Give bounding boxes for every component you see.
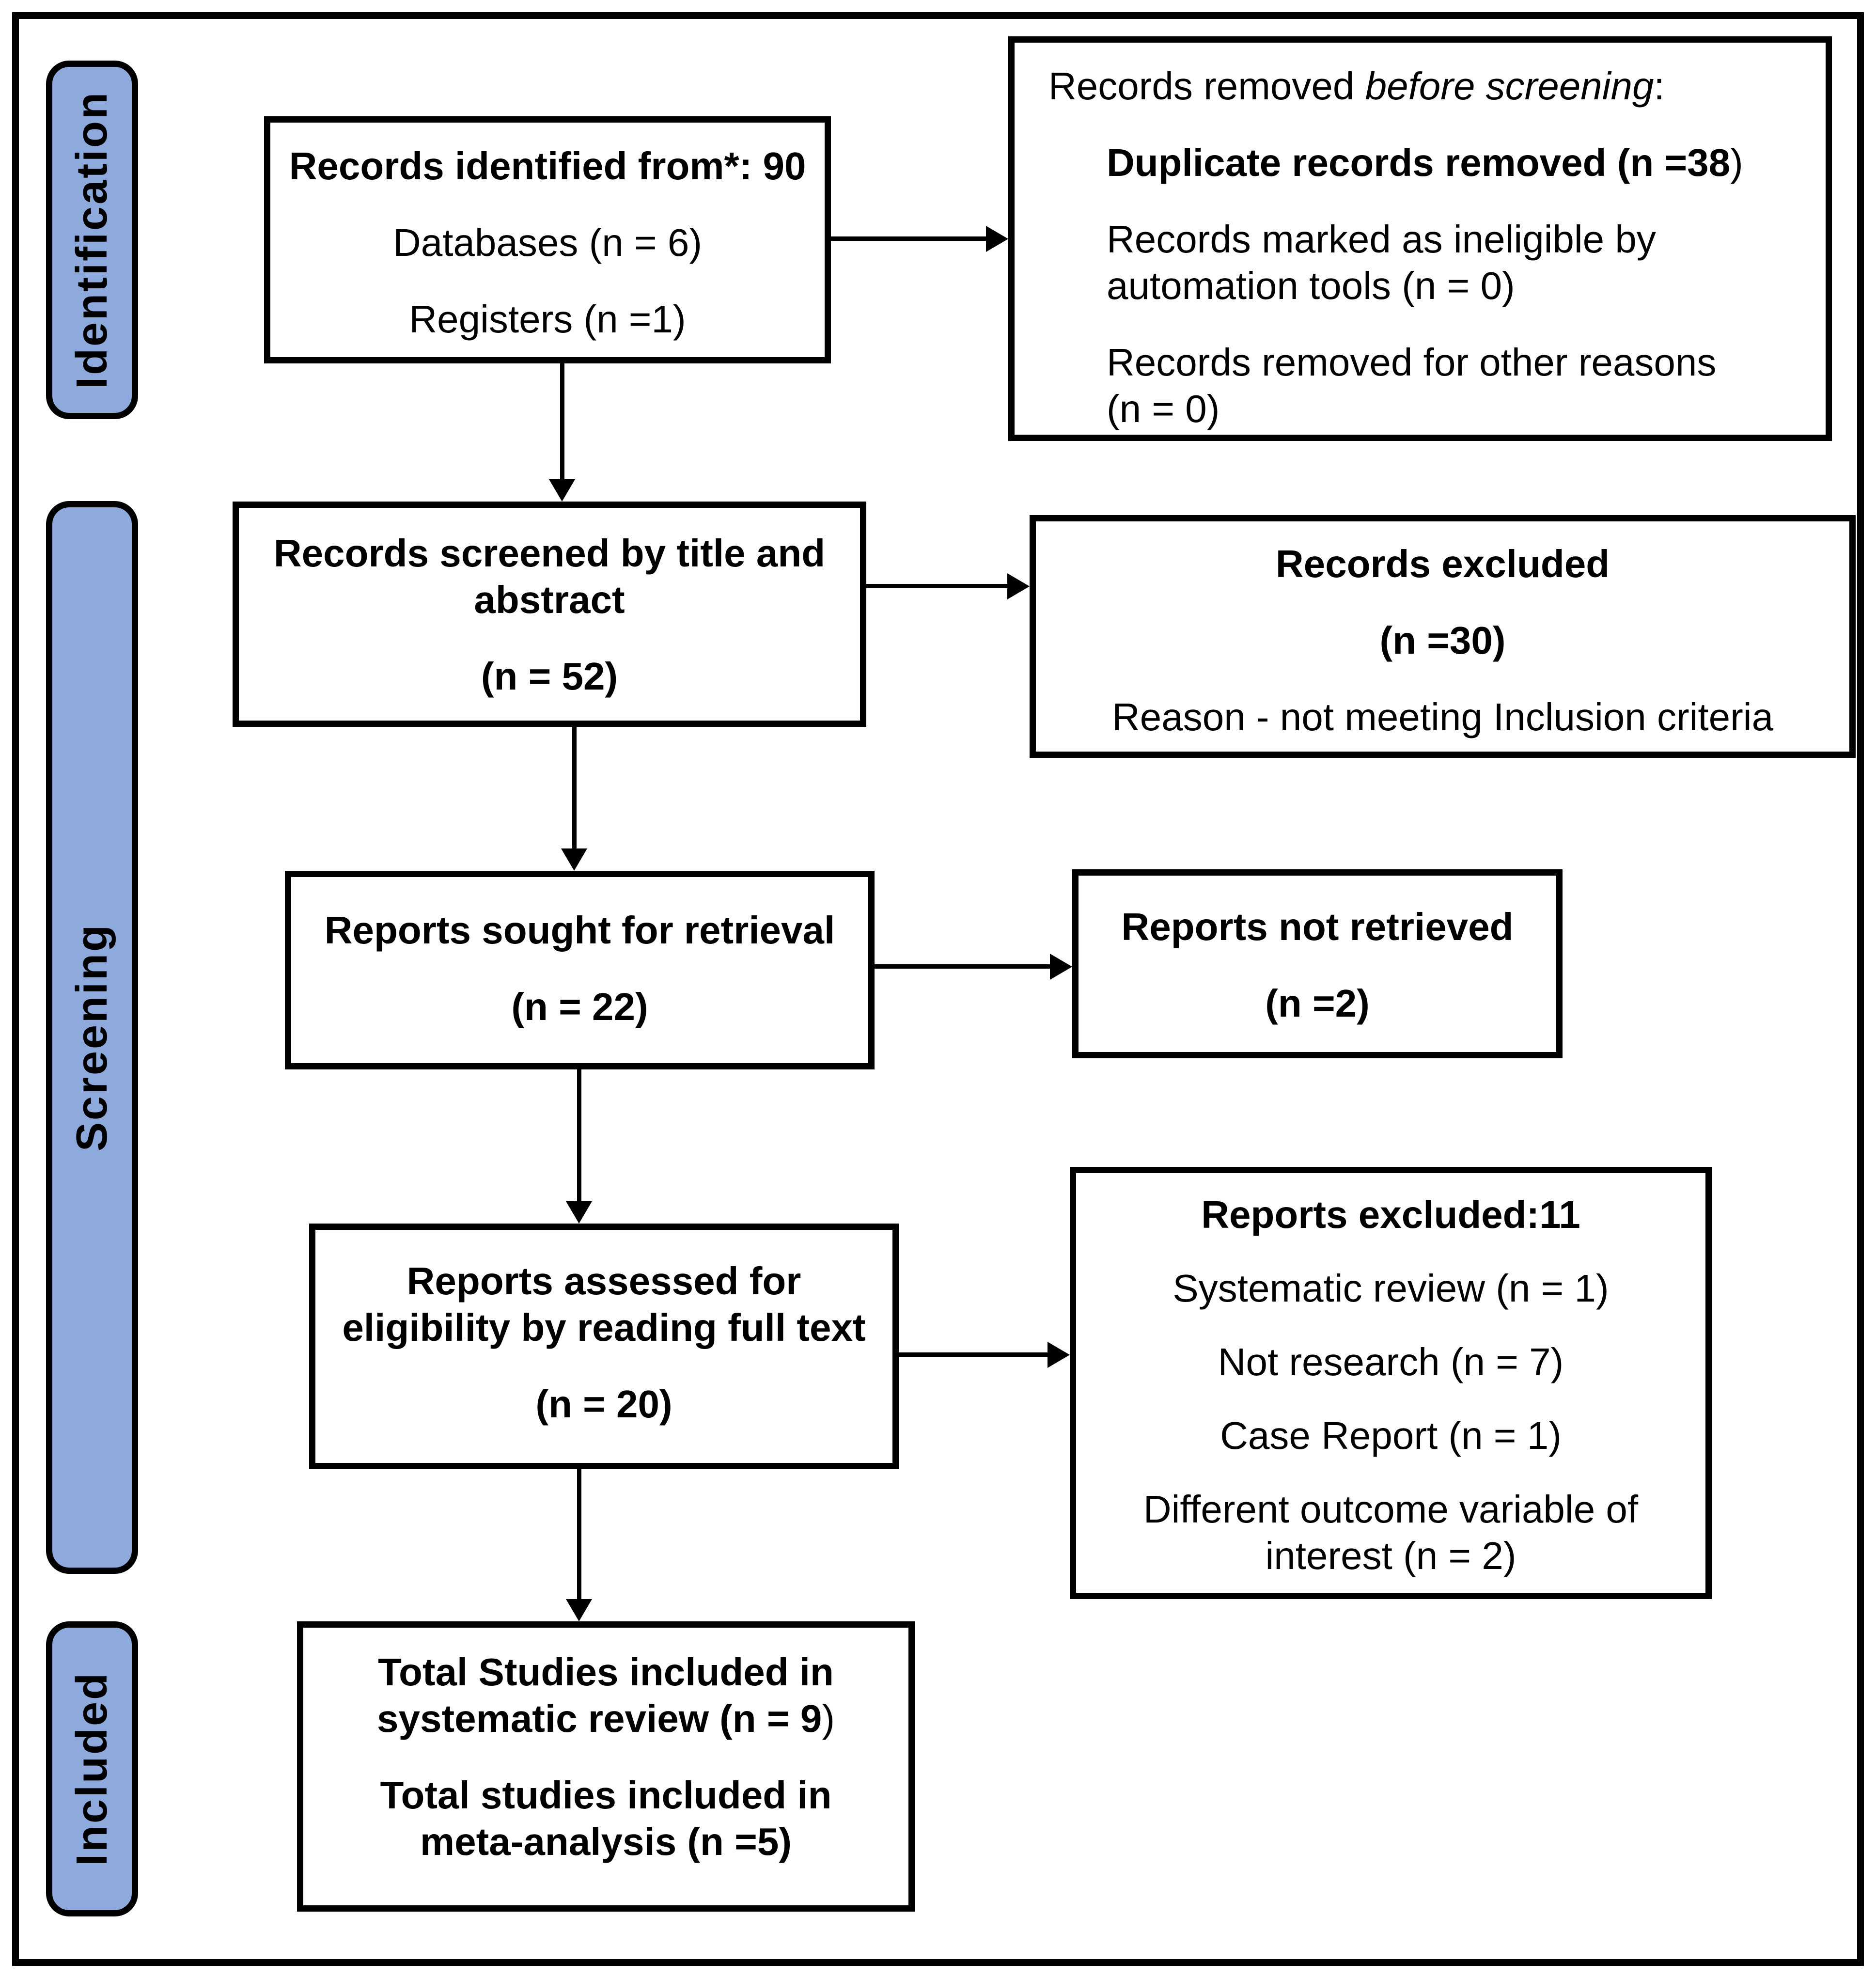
- exclusion-reason: Reason - not meeting Inclusion criteria: [1111, 695, 1774, 738]
- included-systematic-line1: Total Studies included in: [378, 1650, 834, 1694]
- box-title-line1: Reports assessed for: [406, 1259, 801, 1303]
- assessed-count: (n = 20): [535, 1382, 672, 1426]
- arrow-assessed-to-included-line: [577, 1469, 581, 1599]
- stage-label-included: Included: [68, 1671, 116, 1867]
- excluded-item-different-outcome-line2: interest (n = 2): [1265, 1534, 1516, 1577]
- box-title: Records identified from*: 90: [289, 144, 806, 188]
- box-title: Records excluded: [1275, 542, 1610, 585]
- included-meta-line1: Total studies included in: [380, 1774, 832, 1817]
- box-reports-not-retrieved: [1072, 869, 1563, 1058]
- duplicate-records-removed: Duplicate records removed (n =38): [1107, 141, 1743, 184]
- box-reports-assessed: [309, 1224, 899, 1469]
- excluded-item-systematic-review: Systematic review (n = 1): [1172, 1267, 1609, 1310]
- arrow-sought-to-assessed-head: [566, 1201, 592, 1224]
- arrow-identified-to-removed-line: [831, 236, 986, 241]
- arrow-identified-to-screened-head: [549, 479, 575, 502]
- box-title-line2: abstract: [474, 578, 625, 621]
- box-title: Reports not retrieved: [1121, 905, 1514, 948]
- excluded-count: (n =30): [1379, 619, 1506, 662]
- arrow-assessed-to-reports-excluded-line: [899, 1352, 1047, 1357]
- box-title-line2: eligibility by reading full text: [342, 1306, 866, 1349]
- ineligible-by-automation-line2: automation tools (n = 0): [1107, 264, 1515, 307]
- arrow-assessed-to-reports-excluded-head: [1047, 1342, 1070, 1368]
- arrow-identified-to-removed-head: [986, 226, 1008, 252]
- excluded-item-case-report: Case Report (n = 1): [1220, 1414, 1562, 1457]
- box-title: Reports sought for retrieval: [324, 909, 835, 952]
- not-retrieved-count: (n =2): [1265, 982, 1370, 1025]
- box-records-excluded: [1030, 515, 1856, 758]
- arrow-sought-to-assessed-line: [577, 1069, 581, 1201]
- box-records-removed-before-screening: [1008, 36, 1832, 441]
- removed-other-reasons-line1: Records removed for other reasons: [1107, 341, 1717, 384]
- box-records-screened: [233, 502, 866, 727]
- box-records-identified: [264, 116, 831, 363]
- ineligible-by-automation-line1: Records marked as ineligible by: [1107, 218, 1656, 261]
- stage-band-screening: [46, 501, 138, 1574]
- stage-band-included: [46, 1621, 138, 1916]
- box-total-included: [297, 1621, 915, 1912]
- screened-count: (n = 52): [481, 655, 618, 698]
- stage-label-identification: Identification: [68, 91, 116, 389]
- box-title-line1: Records screened by title and: [273, 532, 826, 575]
- arrow-screened-to-sought-line: [572, 727, 577, 848]
- stage-label-screening: Screening: [68, 923, 116, 1152]
- sought-count: (n = 22): [511, 985, 648, 1028]
- arrow-sought-to-not-retrieved-head: [1050, 954, 1072, 980]
- box-title: Reports excluded:11: [1201, 1193, 1580, 1236]
- italic-phrase: before screening: [1365, 64, 1654, 108]
- arrow-screened-to-excluded-line: [866, 584, 1007, 588]
- box-reports-sought: [285, 871, 875, 1069]
- excluded-item-different-outcome-line1: Different outcome variable of: [1143, 1488, 1639, 1531]
- included-systematic-line2: systematic review (n = 9): [377, 1697, 835, 1740]
- box-reports-excluded: [1070, 1167, 1712, 1599]
- registers-count: Registers (n =1): [409, 298, 686, 341]
- arrow-identified-to-screened-line: [560, 363, 564, 479]
- removed-other-reasons-line2: (n = 0): [1107, 387, 1220, 430]
- arrow-screened-to-excluded-head: [1007, 573, 1030, 599]
- databases-count: Databases (n = 6): [392, 221, 703, 264]
- included-meta-line2: meta-analysis (n =5): [420, 1820, 792, 1863]
- box-title: Records removed before screening:: [1048, 64, 1665, 108]
- arrow-sought-to-not-retrieved-line: [875, 964, 1050, 969]
- arrow-assessed-to-included-head: [566, 1599, 592, 1621]
- stage-band-identification: [46, 61, 138, 419]
- excluded-item-not-research: Not research (n = 7): [1218, 1340, 1564, 1383]
- arrow-screened-to-sought-head: [561, 848, 587, 871]
